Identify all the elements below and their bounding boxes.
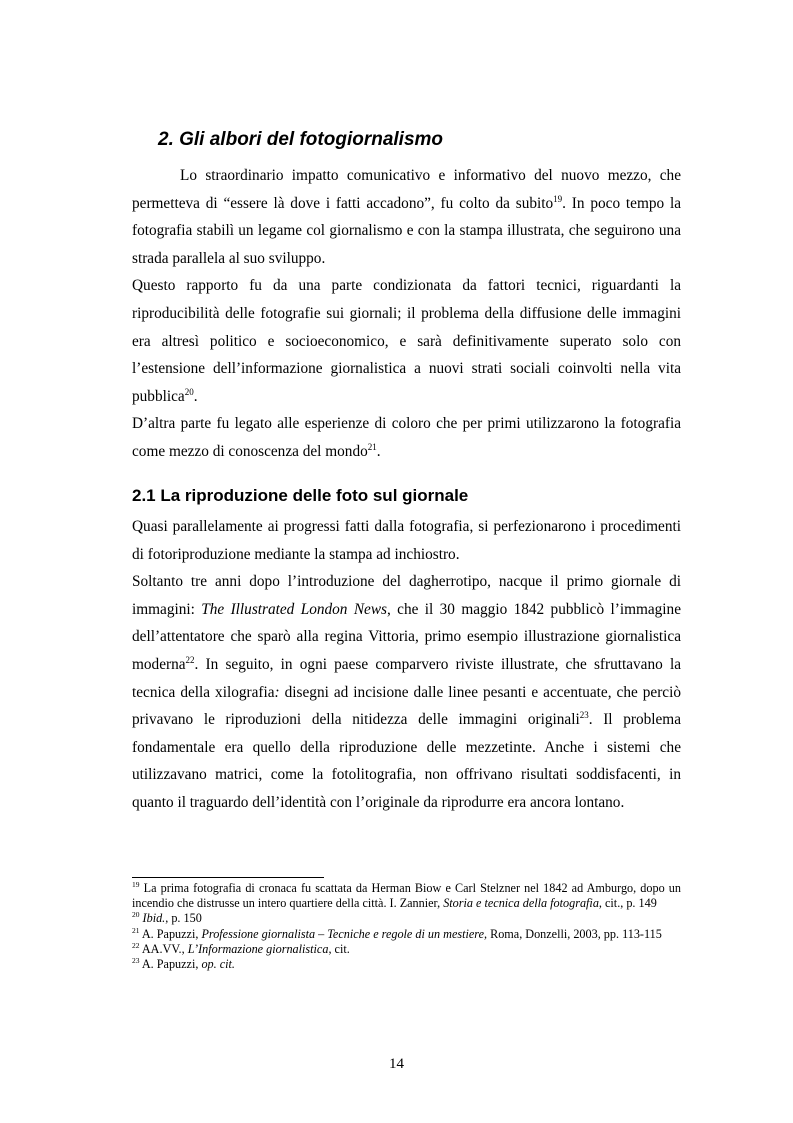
paragraph-text: . xyxy=(376,442,381,460)
footnote-text: , cit. xyxy=(328,941,350,956)
footnote-title: Ibid. xyxy=(142,911,166,926)
footnote-number: 21 xyxy=(132,925,140,935)
paragraph xyxy=(132,162,681,272)
footnote-text: La prima fotografia di cronaca fu scattata da Herman Biow e Carl Stelzner nel 1842 ad Amburgo, dopo un incendio che distrusse un intero quartiere della città. I. Zannier, xyxy=(132,881,681,911)
footnote-22 xyxy=(132,942,681,957)
footnote-title: op. cit. xyxy=(201,957,235,972)
publication-title: The Illustrated London News xyxy=(201,600,387,618)
footnote-ref[interactable]: 20 xyxy=(184,386,194,397)
paragraph: Quasi parallelamente ai progressi fatti dalla fotografia, si perfezionarono i procedimenti di fotoriproduzione mediante la stampa ad inchiostro. xyxy=(132,518,681,563)
paragraph-text: . In seguito, in ogni paese comparvero riviste illustrate, che sfruttavano la tecnica della xilografia xyxy=(132,655,681,701)
footnote-number: 19 xyxy=(132,879,140,889)
footnote-ref[interactable]: 19 xyxy=(553,193,563,204)
subsection-heading: 2.1 La riproduzione delle foto sul giornale xyxy=(132,486,469,505)
footnote-ref[interactable]: 23 xyxy=(579,710,589,721)
paragraph-text: . In poco tempo la fotografia stabilì un legame col giornalismo e con la stampa illustrata, che seguirono una strada parallela al suo sviluppo. xyxy=(132,194,681,267)
paragraph-text: Lo straordinario impatto comunicativo e informativo del nuovo mezzo, che permetteva di “essere là dove i fatti accadono”, fu colto da subito xyxy=(132,167,681,212)
paragraph-text: : xyxy=(274,683,280,701)
footnote-text: AA.VV., xyxy=(139,941,188,956)
subsection-body xyxy=(132,513,681,817)
footnote-separator xyxy=(132,877,324,878)
footnote-ref[interactable]: 21 xyxy=(367,441,377,452)
footnote-20 xyxy=(132,911,681,926)
footnote-19 xyxy=(132,881,681,911)
footnotes xyxy=(132,881,681,972)
section-body xyxy=(132,162,681,466)
footnote-number: 20 xyxy=(132,910,140,920)
footnote-title: Professione giornalista – Tecniche e regole di un mestiere, xyxy=(201,926,488,941)
paragraph-text: . xyxy=(193,387,198,405)
paragraph xyxy=(132,568,681,816)
footnote-text: , cit., p. 149 xyxy=(598,896,657,911)
section-heading: 2. Gli albori del fotogiornalismo xyxy=(158,129,444,150)
paragraph-text: disegni ad incisione dalle linee pesanti e accentuate, che perciò privavano le riproduzioni della nitidezza delle immagini originali xyxy=(132,683,681,729)
paragraph-text: Questo rapporto fu da una parte condizionata da fattori tecnici, riguardanti la riproducibilità delle fotografie sui giornali; il problema della diffusione delle immagini era altresì politico e socioeconomico, e sarà definitivamente superato solo con l’estensione dell’informazione giornalistica a nuovi strati sociali coinvolti nella vita pubblica xyxy=(132,277,681,405)
paragraph-text: , che il 30 maggio 1842 pubblicò l’immagine dell’attentatore che sparò alla regina Vittoria, primo esempio illustrazione giornalistica moderna xyxy=(132,600,681,673)
paragraph-text: D’altra parte fu legato alle esperienze di coloro che per primi utilizzarono la fotografia come mezzo di conoscenza del mondo xyxy=(132,415,681,460)
footnote-number: 23 xyxy=(132,955,140,965)
footnote-title: L’Informazione giornalistica xyxy=(187,941,329,956)
footnote-text: Roma, Donzelli, 2003, pp. 113-115 xyxy=(487,926,662,941)
footnote-21 xyxy=(132,927,681,942)
footnote-text: A. Papuzzi, xyxy=(139,926,202,941)
footnote-ref[interactable]: 22 xyxy=(185,654,195,665)
page-number: 14 xyxy=(389,1056,404,1072)
footnote-number: 22 xyxy=(132,940,140,950)
paragraph-text: . Il problema fondamentale era quello della riproduzione delle mezzetinte. Anche i sistemi che utilizzavano matrici, come la fotolitografia, non offrivano risultati soddisfacenti, in quanto il traguardo dell’identità con l’originale da riprodurre era ancora lontano. xyxy=(132,711,681,811)
footnote-text: A. Papuzzi, xyxy=(139,957,202,972)
paragraph xyxy=(132,272,681,410)
footnote-title: Storia e tecnica della fotografia xyxy=(443,896,599,911)
paragraph-text: Soltanto tre anni dopo l’introduzione del dagherrotipo, nacque il primo giornale di immagini: xyxy=(132,573,681,618)
footnote-23 xyxy=(132,957,681,972)
paragraph xyxy=(132,410,681,465)
footnote-text: , p. 150 xyxy=(165,911,202,926)
